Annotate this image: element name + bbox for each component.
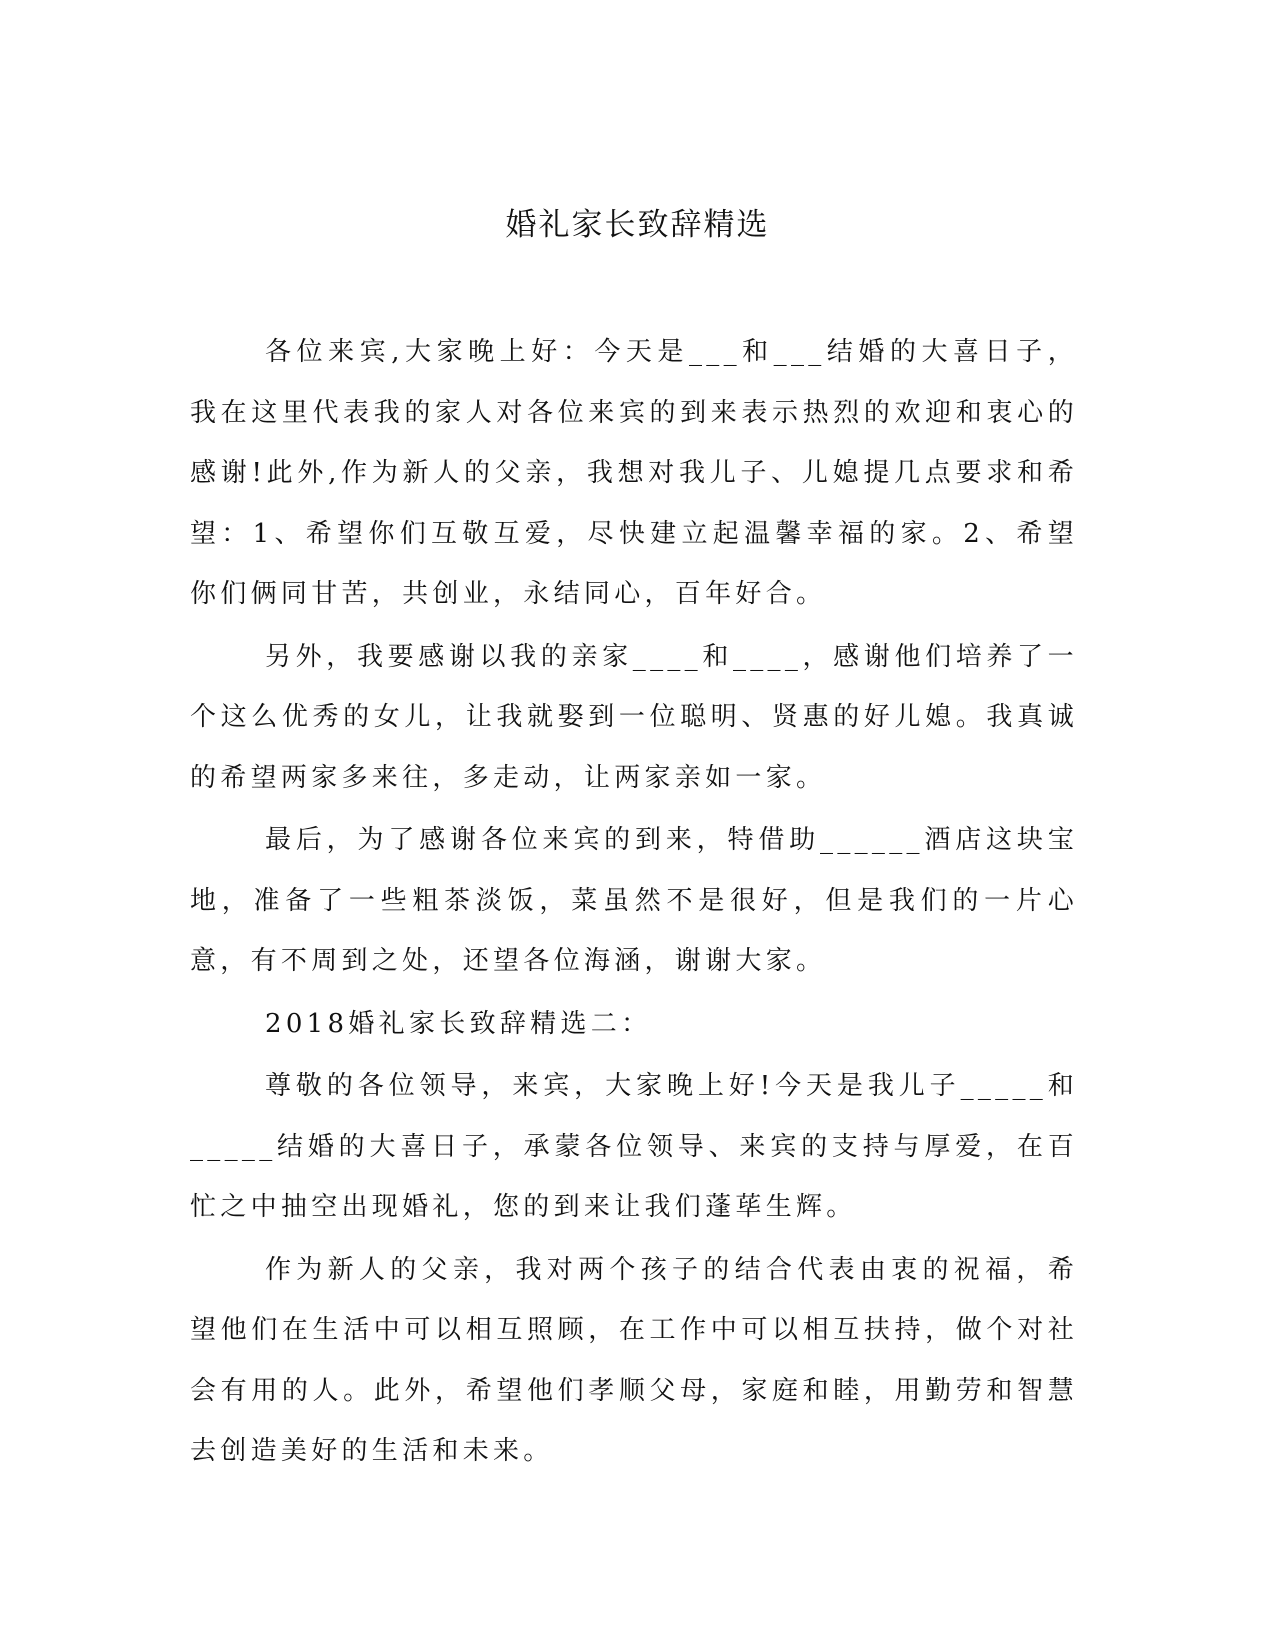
paragraph-1: 各位来宾,大家晚上好：今天是___和___结婚的大喜日子，我在这里代表我的家人对各位来宾的到来表示热烈的欢迎和衷心的感谢!此外,作为新人的父亲，我想对我儿子、儿媳提几点要求和希望：1、希望你们互敬互爱，尽快建立起温馨幸福的家。2、希望你们俩同甘苦，共创业，永结同心，百年好合。 [190,337,1078,609]
paragraph-3: 最后，为了感谢各位来宾的到来，特借助______酒店这块宝地，准备了一些粗茶淡饭，菜虽然不是很好，但是我们的一片心意，有不周到之处，还望各位海涵，谢谢大家。 [190,825,1078,976]
document-title: 婚礼家长致辞精选 [505,207,770,243]
section-heading: 2018婚礼家长致辞精选二： [265,1008,652,1039]
paragraph-5: 作为新人的父亲，我对两个孩子的结合代表由衷的祝福，希望他们在生活中可以相互照顾，在工作中可以相互扶持，做个对社会有用的人。此外，希望他们孝顺父母，家庭和睦，用勤劳和智慧去创造美好的生活和未来。 [190,1254,1078,1466]
paragraph-4: 尊敬的各位领导，来宾，大家晚上好!今天是我儿子_____和_____结婚的大喜日子，承蒙各位领导、来宾的支持与厚爱，在百忙之中抽空出现婚礼，您的到来让我们蓬荜生辉。 [190,1071,1078,1222]
document-body [190,322,1078,1484]
paragraph-2: 另外，我要感谢以我的亲家____和____，感谢他们培养了一个这么优秀的女儿，让我就娶到一位聪明、贤惠的好儿媳。我真诚的希望两家多来往，多走动，让两家亲如一家。 [190,641,1078,793]
